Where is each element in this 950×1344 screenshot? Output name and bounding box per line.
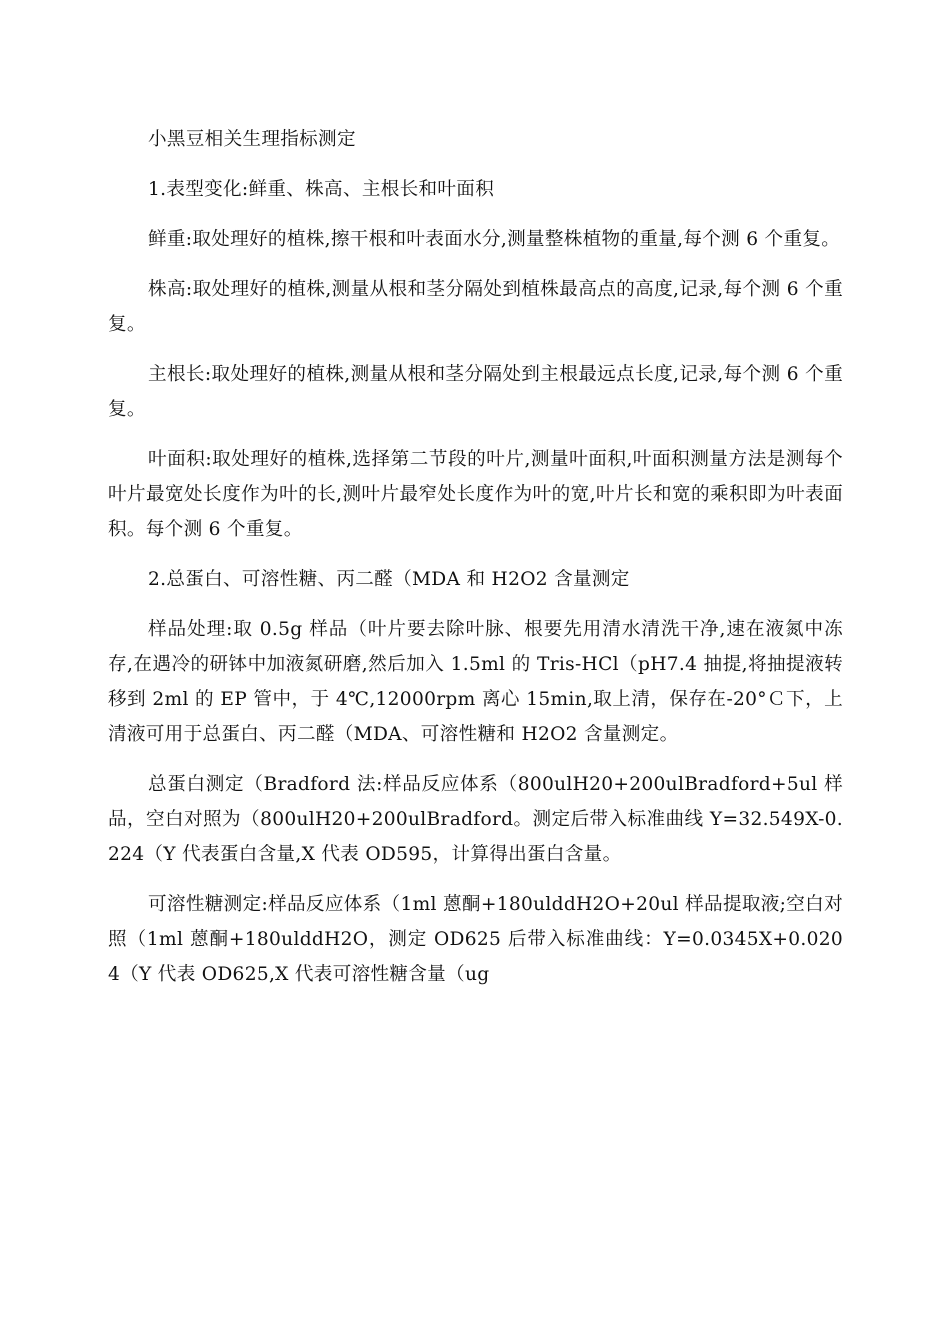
section-heading-biochemical: 2.总蛋白、可溶性糖、丙二醛（MDA 和 H2O2 含量测定 (148, 569, 630, 590)
section-heading-phenotype: 1.表型变化:鲜重、株高、主根长和叶面积 (148, 179, 495, 200)
document-body (108, 122, 843, 992)
document-title: 小黑豆相关生理指标测定 (148, 129, 356, 150)
paragraph-plant-height: 株高:取处理好的植株,测量从根和茎分隔处到植株最高点的高度,记录,每个测 6 个重复。 (108, 279, 843, 335)
paragraph-soluble-sugar: 可溶性糖测定:样品反应体系（1ml 蒽酮+180ulddH2O+20ul 样品提取液;空白对照（1ml 蒽酮+180ulddH2O，测定 OD625 后带入标准曲线：Y=0.0345X+0.0204（Y 代表 OD625,X 代表可溶性糖含量（ug (108, 894, 843, 985)
paragraph-sample-processing: 样品处理:取 0.5g 样品（叶片要去除叶脉、根要先用清水清洗干净,速在液氮中冻存,在遇冷的研钵中加液氮研磨,然后加入 1.5ml 的 Tris-HCl（pH7.4 抽提,将抽提液转移到 2ml 的 EP 管中，于 4℃,12000rpm 离心 15min,取上清，保存在-20°Ｃ下，上清液可用于总蛋白、丙二醛（MDA、可溶性糖和 H2O2 含量测定。 (108, 619, 843, 745)
paragraph-main-root-length: 主根长:取处理好的植株,测量从根和茎分隔处到主根最远点长度,记录,每个测 6 个重复。 (108, 364, 843, 420)
paragraph-leaf-area: 叶面积:取处理好的植株,选择第二节段的叶片,测量叶面积,叶面积测量方法是测每个叶片最宽处长度作为叶的长,测叶片最窄处长度作为叶的宽,叶片长和宽的乘积即为叶表面积。每个测 6 个重复。 (108, 449, 843, 540)
paragraph-fresh-weight: 鲜重:取处理好的植株,擦干根和叶表面水分,测量整株植物的重量,每个测 6 个重复。 (148, 229, 841, 250)
paragraph-total-protein: 总蛋白测定（Bradford 法:样品反应体系（800ulH20+200ulBradford+5ul 样品，空白对照为（800ulH20+200ulBradford。测定后带入标准曲线 Y=32.549X-0.224（Y 代表蛋白含量,X 代表 OD595，计算得出蛋白含量。 (108, 774, 843, 865)
